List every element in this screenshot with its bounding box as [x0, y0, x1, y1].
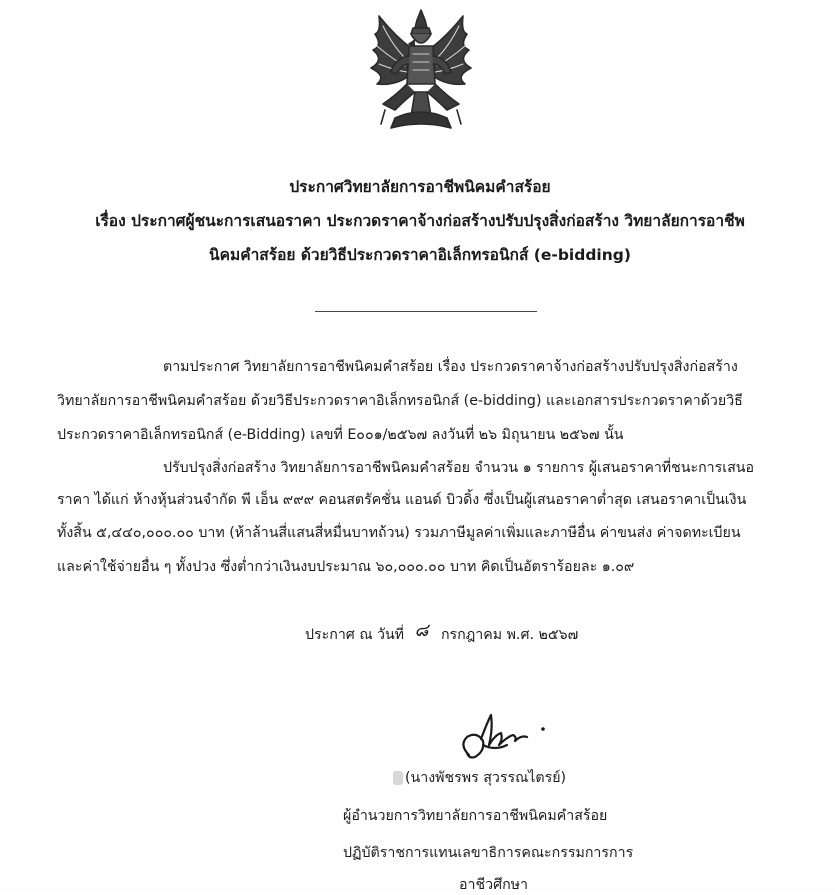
- body-line: ราคา ได้แก่ ห้างหุ้นส่วนจำกัด พี เอ็น ๙๙๙ คอนสตรัคชั่น แอนด์ บิวดิ้ง ซึ่งเป็นผู้เสนอราคาต่ำสุด เสนอราคาเป็นเงิน: [57, 492, 747, 508]
- signatory-name-row: [393, 768, 566, 788]
- body-line: ทั้งสิ้น ๕,๔๔๐,๐๐๐.๐๐ บาท (ห้าล้านสี่แสนสี่หมื่นบาทถ้วน) รวมภาษีมูลค่าเพิ่มและภาษีอื่น ค่าขนส่ง ค่าจดทะเบียน: [57, 525, 741, 541]
- announcement-prefix: ประกาศ ณ วันที่: [305, 627, 405, 643]
- signatory-position-2: ปฏิบัติราชการแทนเลขาธิการคณะกรรมการการ: [343, 845, 634, 861]
- signatory-name: (นางพัชรพร สุวรรณไตรย์): [405, 770, 567, 786]
- announcement-month-year: กรกฎาคม พ.ศ. ๒๕๖๗: [440, 627, 579, 643]
- title-line-1: ประกาศวิทยาลัยการอาชีพนิคมคำสร้อย: [289, 178, 551, 196]
- title-line-2: เรื่อง ประกาศผู้ชนะการเสนอราคา ประกวดราคาจ้างก่อสร้างปรับปรุงสิ่งก่อสร้าง วิทยาลัยการอาชีพ: [95, 212, 745, 230]
- ink-smudge: [393, 771, 403, 785]
- body-line: ปรับปรุงสิ่งก่อสร้าง วิทยาลัยการอาชีพนิคมคำสร้อย จำนวน ๑ รายการ ผู้เสนอราคาที่ชนะการเสนอ: [163, 460, 754, 476]
- signatory-position-1: ผู้อำนวยการวิทยาลัยการอาชีพนิคมคำสร้อย: [343, 808, 608, 824]
- title-line-3: นิคมคำสร้อย ด้วยวิธีประกวดราคาอิเล็กทรอนิกส์ (e-bidding): [209, 246, 631, 264]
- announcement-day: ๘: [414, 620, 429, 641]
- handwritten-signature-icon: [455, 705, 555, 770]
- body-line: วิทยาลัยการอาชีพนิคมคำสร้อย ด้วยวิธีประกวดราคาอิเล็กทรอนิกส์ (e-bidding) และเอกสารประกวดราคาด้วยวิธี: [57, 393, 743, 409]
- body-line: และค่าใช้จ่ายอื่น ๆ ทั้งปวง ซึ่งต่ำกว่าเงินงบประมาณ ๖๐,๐๐๐.๐๐ บาท คิดเป็นอัตราร้อยละ ๑.๐๙: [57, 559, 635, 575]
- garuda-emblem-icon: [365, 6, 477, 136]
- body-line: ตามประกาศ วิทยาลัยการอาชีพนิคมคำสร้อย เรื่อง ประกวดราคาจ้างก่อสร้างปรับปรุงสิ่งก่อสร้าง: [163, 359, 738, 375]
- body-line: ประกวดราคาอิเล็กทรอนิกส์ (e-Bidding) เลขที่ E๐๐๑/๒๕๖๗ ลงวันที่ ๒๖ มิถุนายน ๒๕๖๗ นั้น: [57, 427, 624, 443]
- announcement-title: [40, 170, 800, 272]
- signatory-position-3: อาชีวศึกษา: [459, 877, 528, 893]
- title-divider: [315, 311, 537, 312]
- announcement-date: [305, 620, 579, 645]
